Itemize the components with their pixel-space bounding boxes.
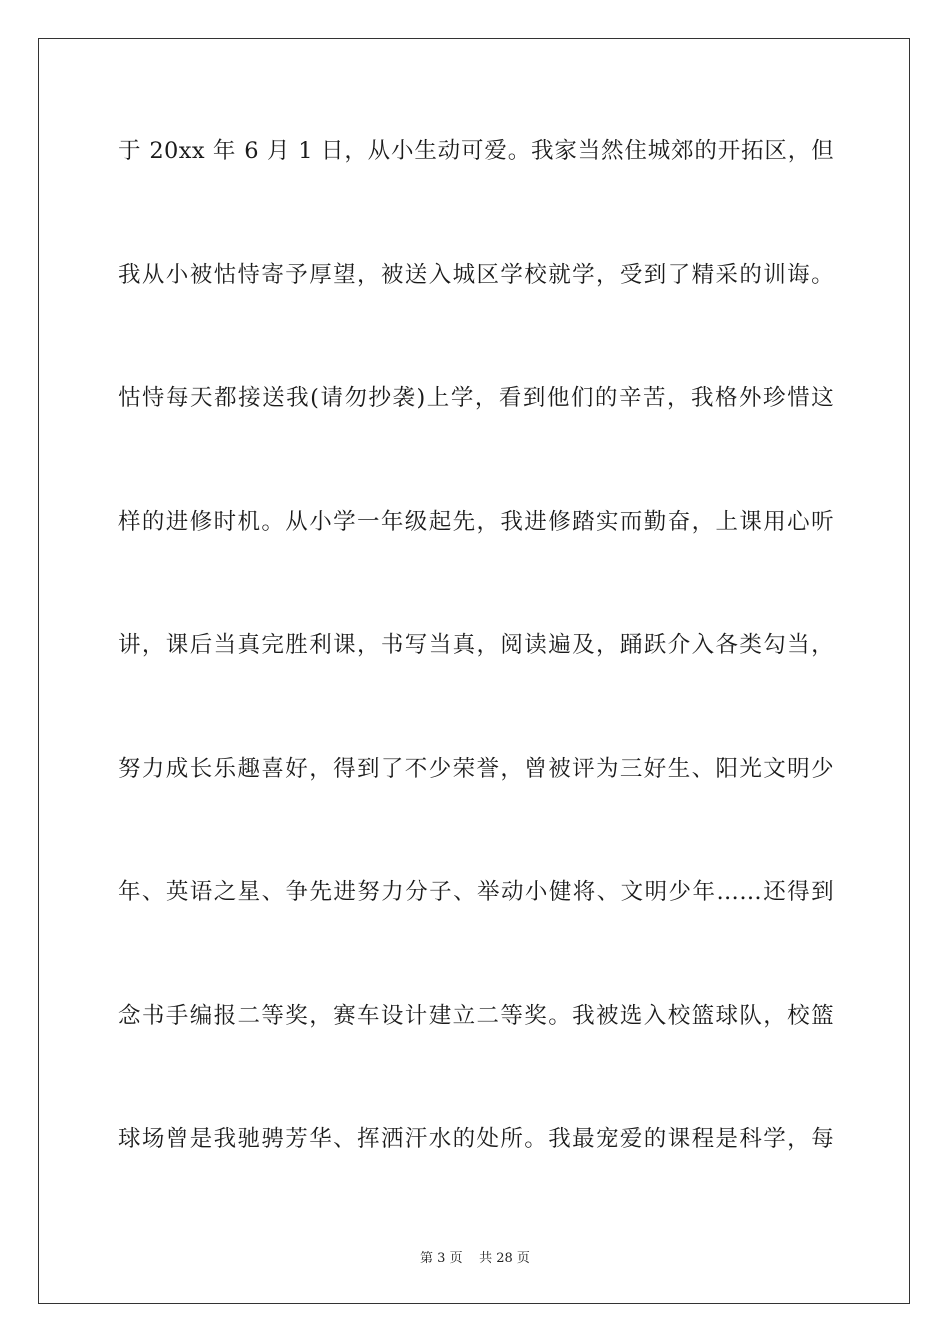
page-number: 第 3 页 bbox=[420, 1251, 463, 1266]
text-line: 年、英语之星、争先进努力分子、举动小健将、文明少年……还得到 bbox=[118, 879, 834, 905]
text-line: 讲，课后当真完胜利课，书写当真，阅读遍及，踊跃介入各类勾当， bbox=[118, 632, 834, 658]
text-line: 努力成长乐趣喜好，得到了不少荣誉，曾被评为三好生、阳光文明少 bbox=[118, 755, 834, 782]
page-footer bbox=[0, 1247, 950, 1266]
text-line: 样的进修时机。从小学一年级起先，我进修踏实而勤奋，上课用心听 bbox=[118, 508, 834, 535]
page-total: 共 28 页 bbox=[479, 1251, 530, 1266]
text-line: 怙恃每天都接送我(请勿抄袭)上学，看到他们的辛苦，我格外珍惜这 bbox=[118, 385, 834, 411]
document-body bbox=[118, 126, 834, 1238]
text-line: 球场曾是我驰骋芳华、挥洒汗水的处所。我最宠爱的课程是科学，每 bbox=[118, 1126, 834, 1152]
text-line: 于 20xx 年 6 月 1 日，从小生动可爱。我家当然住城郊的开拓区，但 bbox=[118, 138, 834, 164]
text-line: 念书手编报二等奖，赛车设计建立二等奖。我被选入校篮球队，校篮 bbox=[118, 1002, 834, 1029]
text-line: 我从小被怙恃寄予厚望，被送入城区学校就学，受到了精采的训诲。 bbox=[118, 261, 834, 288]
